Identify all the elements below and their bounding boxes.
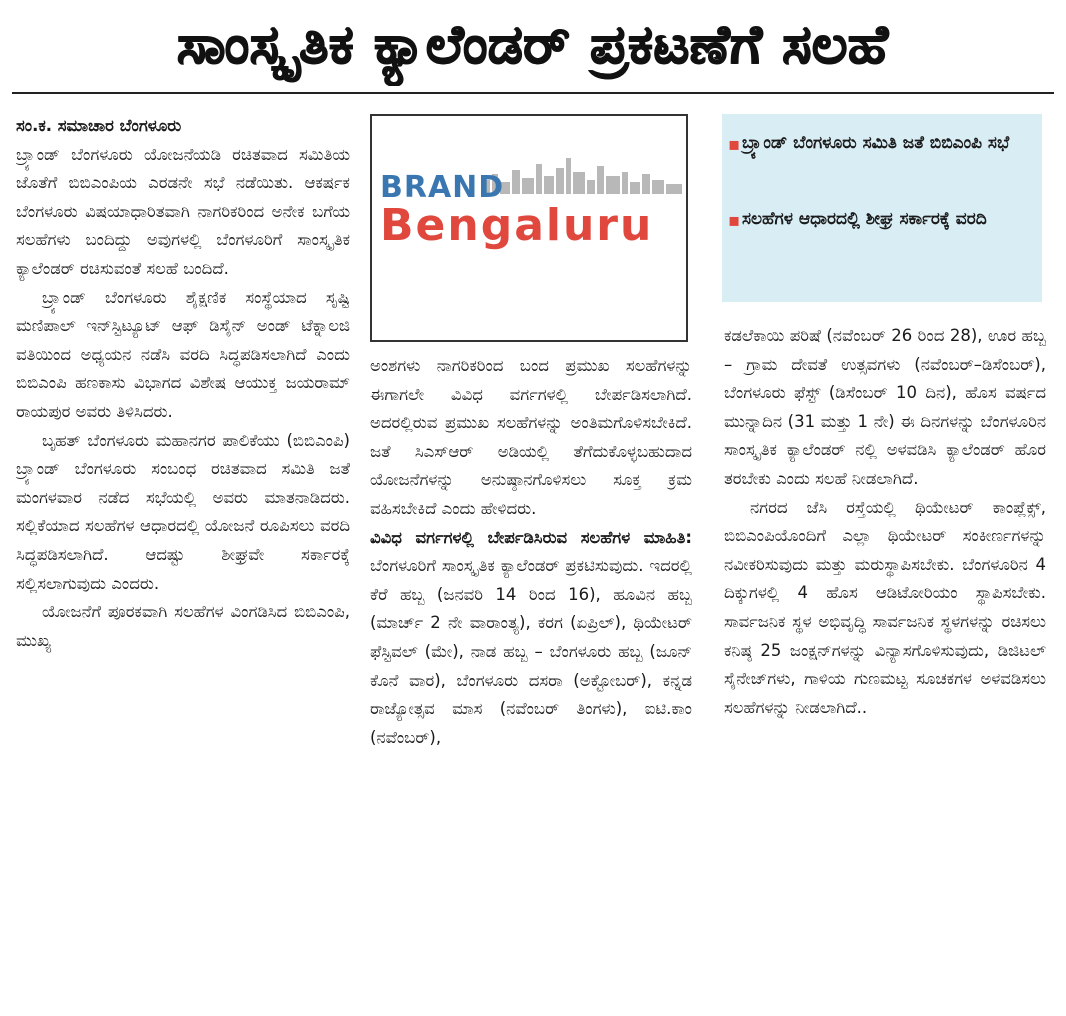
logo-brand-text: BRAND (380, 170, 505, 205)
paragraph: ಕಡಲೆಕಾಯಿ ಪರಿಷೆ (ನವೆಂಬರ್ 26 ರಿಂದ 28), ಊರ ಹಬ್ಬ – ಗ್ರಾಮ ದೇವತೆ ಉತ್ಸವಗಳು (ನವೆಂಬರ್–ಡಿಸೆಂಬರ್), ಬೆಂಗಳೂರು ಫೆಸ್ಟ್ (ಡಿಸೆಂಬರ್ 10 ದಿನ), ಹೊಸ ವರ್ಷದ ಮುನ್ನಾದಿನ (31 ಮತ್ತು 1 ನೇ) ಈ ದಿನಗಳನ್ನು ಬೆಂಗಳೂರಿನ ಸಾಂಸ್ಕೃತಿಕ ಕ್ಯಾಲೆಂಡರ್ ನಲ್ಲಿ ಅಳವಡಿಸಿ ಕ್ಯಾಲೆಂಡರ್ ಹೊರ ತರಬೇಕು ಎಂದು ಸಲಹೆ ನೀಡಲಾಗಿದೆ. (724, 326, 1046, 488)
bullet-icon: ▪ (728, 210, 741, 231)
highlight-item (728, 128, 1032, 158)
highlight-item (728, 204, 1032, 234)
subheading: ವಿವಿಧ ವರ್ಗಗಳಲ್ಲಿ ಬೇರ್ಪಡಿಸಿರುವ ಸಲಹೆಗಳ ಮಾಹಿತಿ: (370, 527, 692, 547)
brand-bengaluru-logo (370, 114, 688, 342)
bullet-icon: ▪ (728, 134, 741, 155)
paragraph: ಯೋಜನೆಗೆ ಪೂರಕವಾಗಿ ಸಲಹೆಗಳ ವಿಂಗಡಿಸಿದ ಬಿಬಿಎಂಪಿ, ಮುಖ್ಯ (16, 602, 350, 650)
paragraph (370, 524, 692, 753)
highlight-text: ಸಲಹೆಗಳ ಆಧಾರದಲ್ಲಿ ಶೀಘ್ರ ಸರ್ಕಾರಕ್ಕೆ ವರದಿ (742, 209, 987, 229)
byline: ಸಂ.ಕ. ಸಮಾಚಾರ ಬೆಂಗಳೂರು (16, 116, 182, 135)
logo-bengaluru-text: Bengaluru (380, 200, 654, 251)
article-column-2 (370, 352, 692, 1008)
paragraph: ನಗರದ ಜೆಸಿ ರಸ್ತೆಯಲ್ಲಿ ಥಿಯೇಟರ್ ಕಾಂಪ್ಲೆಕ್ಸ್, ಬಿಬಿಎಂಪಿಯೊಂದಿಗೆ ಎಲ್ಲಾ ಥಿಯೇಟರ್ ಸಂಕೀರ್ಣಗಳನ್ನು ನವೀಕರಿಸುವುದು ಮತ್ತು ಮರುಸ್ಥಾಪಿಸಬೇಕು. ಬೆಂಗಳೂರಿನ 4 ದಿಕ್ಕುಗಳಲ್ಲಿ 4 ಹೊಸ ಆಡಿಟೋರಿಯಂ ಸ್ಥಾಪಿಸಬೇಕು. ಸಾರ್ವಜನಿಕ ಸ್ಥಳ ಅಭಿವೃದ್ಧಿ ಸಾರ್ವಜನಿಕ ಸ್ಥಳಗಳನ್ನು ರಚಿಸಲು ಕನಿಷ್ಠ 25 ಜಂಕ್ಷನ್‌ಗಳನ್ನು ವಿನ್ಯಾಸಗೊಳಿಸುವುದು, ಡಿಜಿಟಲ್ ಸೈನೇಜ್‌ಗಳು, ಗಾಳಿಯ ಗುಣಮಟ್ಟ ಸೂಚಕಗಳ ಅಳವಡಿಸಲು ಸಲಹೆಗಳನ್ನು ನೀಡಲಾಗಿದೆ.. (724, 497, 1046, 717)
paragraph: ಅಂಶಗಳು ನಾಗರಿಕರಿಂದ ಬಂದ ಪ್ರಮುಖ ಸಲಹೆಗಳನ್ನು ಈಗಾಗಲೇ ವಿವಿಧ ವರ್ಗಗಳಲ್ಲಿ ಬೇರ್ಪಡಿಸಲಾಗಿದೆ. ಅದರಲ್ಲಿರುವ ಪ್ರಮುಖ ಸಲಹೆಗಳನ್ನು ಅಂತಿಮಗೊಳಿಸಬೇಕಿದೆ. ಜತೆ ಸಿಎಸ್‌ಆರ್ ಅಡಿಯಲ್ಲಿ ತೆಗೆದುಕೊಳ್ಳಬಹುದಾದ ಯೋಜನೆಗಳನ್ನು ಅನುಷ್ಠಾನಗೊಳಿಸಲು ಸೂಕ್ತ ಕ್ರಮ ವಹಿಸಬೇಕಿದೆ ಎಂದು ಹೇಳಿದರು. (370, 356, 692, 518)
paragraph: ಬ್ರ್ಯಾಂಡ್ ಬೆಂಗಳೂರು ಶೈಕ್ಷಣಿಕ ಸಂಸ್ಥೆಯಾದ ಸೃಷ್ಟಿ ಮಣಿಪಾಲ್ ಇನ್‌ಸ್ಟಿಟ್ಯೂಟ್ ಆಫ್ ಡಿಸೈನ್ ಅಂಡ್ ಟೆಕ್ನಾಲಜಿ ವತಿಯಿಂದ ಅಧ್ಯಯನ ನಡೆಸಿ ವರದಿ ಸಿದ್ಧಪಡಿಸಲಾಗಿದೆ ಎಂದು ಬಿಬಿಎಂಪಿ ಹಣಕಾಸು ವಿಭಾಗದ ವಿಶೇಷ ಆಯುಕ್ತ ಜಯರಾಮ್ ರಾಯಪುರ ಅವರು ತಿಳಿಸಿದರು. (16, 287, 350, 421)
paragraph: ಬೃಹತ್ ಬೆಂಗಳೂರು ಮಹಾನಗರ ಪಾಲಿಕೆಯು (ಬಿಬಿಎಂಪಿ) ಬ್ರ್ಯಾಂಡ್ ಬೆಂಗಳೂರು ಸಂಬಂಧ ರಚಿತವಾದ ಸಮಿತಿ ಜತೆ ಮಂಗಳವಾರ ನಡೆದ ಸಭೆಯಲ್ಲಿ ಅವರು ಮಾತನಾಡಿದರು. ಸಲ್ಲಿಕೆಯಾದ ಸಲಹೆಗಳ ಆಧಾರದಲ್ಲಿ ಯೋಜನೆ ರೂಪಿಸಲು ವರದಿ ಸಿದ್ಧಪಡಿಸಲಾಗಿದೆ. ಆದಷ್ಟು ಶೀಘ್ರವೇ ಸರ್ಕಾರಕ್ಕೆ ಸಲ್ಲಿಸಲಾಗುವುದು ಎಂದರು. (16, 430, 350, 593)
article-column-3 (724, 322, 1046, 1008)
headline-rule (12, 92, 1054, 94)
article-column-1 (16, 112, 350, 1008)
highlights-box (722, 114, 1042, 302)
skyline-icon (482, 154, 682, 194)
highlight-text: ಬ್ರ್ಯಾಂಡ್ ಬೆಂಗಳೂರು ಸಮಿತಿ ಜತೆ ಬಿಬಿಎಂಪಿ ಸಭೆ (742, 133, 1010, 153)
headline: ಸಾಂಸ್ಕೃತಿಕ ಕ್ಯಾಲೆಂಡರ್ ಪ್ರಕಟಣೆಗೆ ಸಲಹೆ (177, 13, 889, 76)
paragraph: ಬ್ರ್ಯಾಂಡ್ ಬೆಂಗಳೂರು ಯೋಜನೆಯಡಿ ರಚಿತವಾದ ಸಮಿತಿಯ ಜೊತೆಗೆ ಬಿಬಿಎಂಪಿಯ ಎರಡನೇ ಸಭೆ ನಡೆಯಿತು. ಆಕರ್ಷಕ ಬೆಂಗಳೂರು ವಿಷಯಾಧಾರಿತವಾಗಿ ನಾಗರಿಕರಿಂದ ಅನೇಕ ಬಗೆಯ ಸಲಹೆಗಳು ಬಂದಿದ್ದು ಅವುಗಳಲ್ಲಿ ಬೆಂಗಳೂರಿಗೆ ಸಾಂಸ್ಕೃತಿಕ ಕ್ಯಾಲೆಂಡರ್ ರಚಿಸುವಂತೆ ಸಲಹೆ ಬಂದಿದೆ. (16, 144, 350, 278)
paragraph-text: ಬೆಂಗಳೂರಿಗೆ ಸಾಂಸ್ಕೃತಿಕ ಕ್ಯಾಲೆಂಡರ್ ಪ್ರಕಟಿಸುವುದು. ಇದರಲ್ಲಿ ಕೆರೆ ಹಬ್ಬ (ಜನವರಿ 14 ರಿಂದ 16), ಹೂವಿನ ಹಬ್ಬ (ಮಾರ್ಚ್ 2 ನೇ ವಾರಾಂತ್ಯ), ಕರಗ (ಏಪ್ರಿಲ್), ಥಿಯೇಟರ್ ಫೆಸ್ಟಿವಲ್ (ಮೇ), ನಾಡ ಹಬ್ಬ – ಬೆಂಗಳೂರು ಹಬ್ಬ (ಜೂನ್ ಕೊನೆ ವಾರ), ಬೆಂಗಳೂರು ದಸರಾ (ಅಕ್ಟೋಬರ್), ಕನ್ನಡ ರಾಜ್ಯೋತ್ಸವ ಮಾಸ (ನವೆಂಬರ್ ತಿಂಗಳು), ಐಟಿ.ಕಾಂ (ನವೆಂಬರ್), (370, 556, 692, 747)
